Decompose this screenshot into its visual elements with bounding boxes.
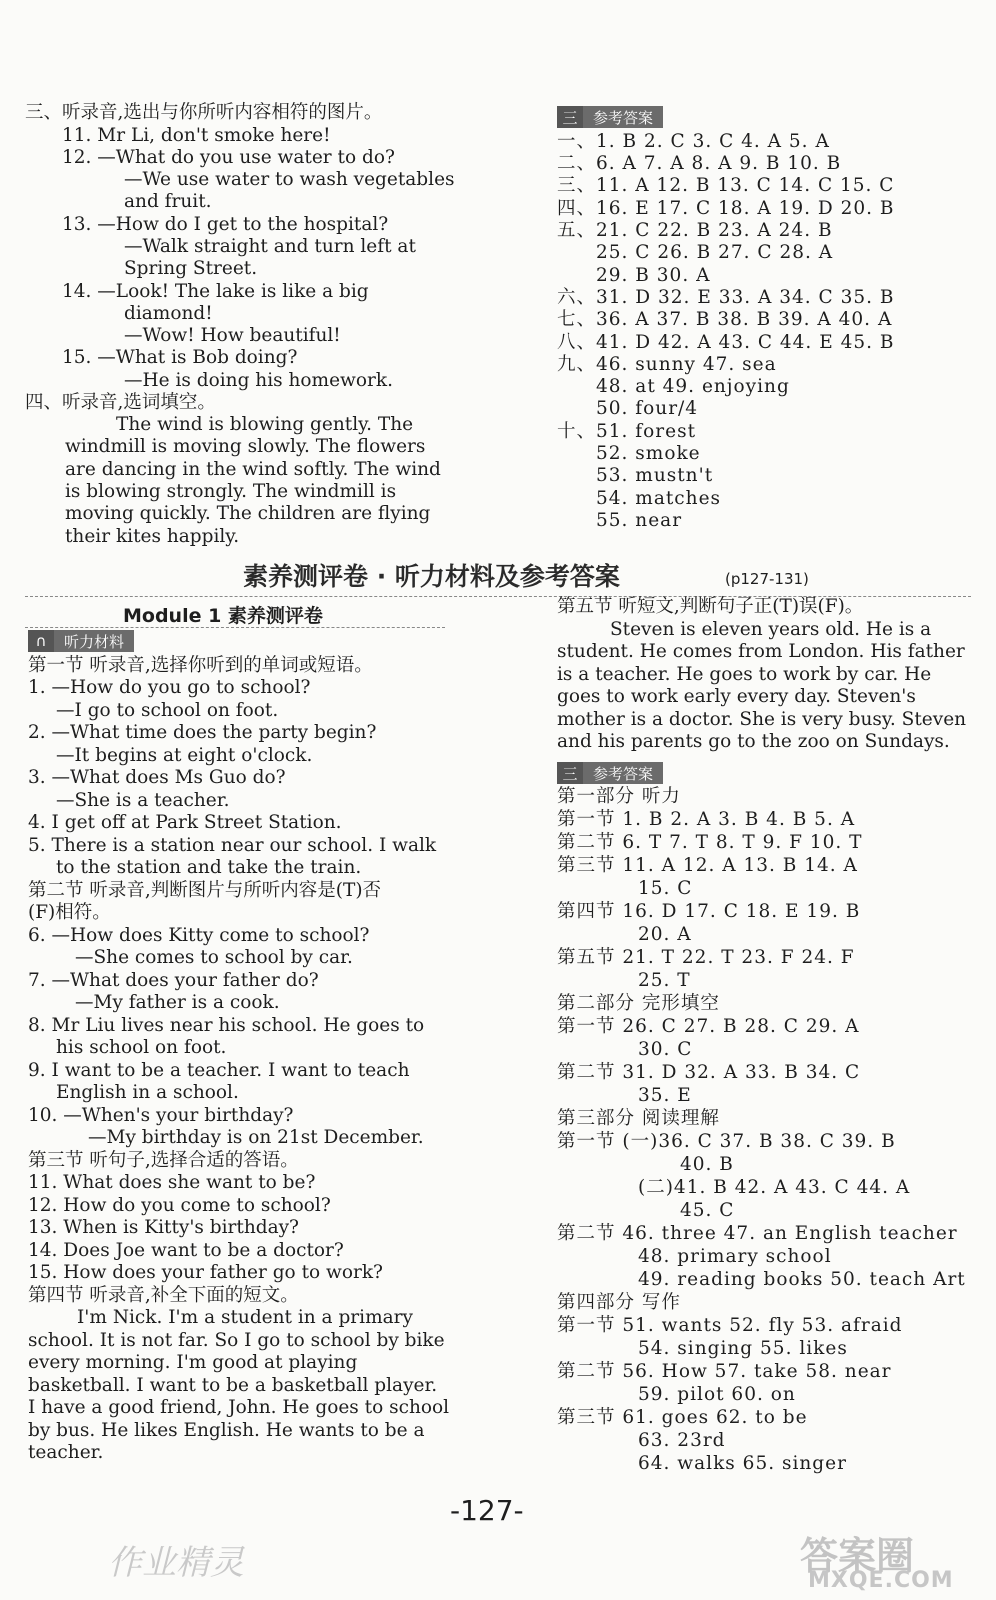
answer-line: 第一节 26. C 27. B 28. C 29. A — [557, 1016, 860, 1037]
text-line: —We use water to wash vegetables — [124, 169, 455, 190]
passage-line: their kites happily. — [65, 526, 240, 547]
answer-line: 20. A — [638, 924, 692, 945]
answer-line: 第二部分 完形填空 — [557, 993, 720, 1014]
answer-line: 54. singing 55. likes — [638, 1338, 848, 1359]
passage-line: Steven is eleven years old. He is a — [610, 619, 932, 640]
passage-line: I have a good friend, John. He goes to school — [28, 1397, 450, 1418]
text-line: Spring Street. — [124, 258, 258, 279]
text-line: English in a school. — [56, 1082, 239, 1103]
text-line: —Wow! How beautiful! — [124, 325, 341, 346]
page-number: -127- — [450, 1494, 524, 1527]
answer-line: 第二节 31. D 32. A 33. B 34. C — [557, 1062, 861, 1083]
answer-line: 七、36. A 37. B 38. B 39. A 40. A — [557, 309, 893, 330]
text-line: —My birthday is on 21st December. — [88, 1127, 424, 1148]
text-line: 14. —Look! The lake is like a big — [62, 281, 369, 302]
text-line: 15. How does your father go to work? — [28, 1262, 383, 1283]
answer-line: 55. near — [596, 510, 683, 531]
answer-key-tag — [557, 762, 663, 784]
tag-label: 听力材料 — [54, 630, 134, 652]
page-range: (p127-131) — [725, 570, 809, 588]
answer-line: 二、6. A 7. A 8. A 9. B 10. B — [557, 153, 842, 174]
passage-line: teacher. — [28, 1442, 104, 1463]
text-line: —She is a teacher. — [56, 790, 230, 811]
listening-material-tag — [28, 630, 134, 652]
answer-line: 53. mustn't — [596, 465, 714, 486]
answer-line: 第一节 (一)36. C 37. B 38. C 39. B — [557, 1131, 896, 1152]
passage-line: goes to work early every day. Steven's — [557, 686, 916, 707]
passage-line: is a teacher. He goes to work by car. He — [557, 664, 932, 685]
text-line: 5. There is a station near our school. I walk — [28, 835, 437, 856]
passage-line: by bus. He likes English. He wants to be a — [28, 1420, 425, 1441]
text-line: 10. —When's your birthday? — [28, 1105, 294, 1126]
tag-label: 参考答案 — [583, 106, 663, 128]
text-line: 4. I get off at Park Street Station. — [28, 812, 342, 833]
passage-line: student. He comes from London. His father — [557, 641, 965, 662]
answer-line: 九、46. sunny 47. sea — [557, 354, 777, 375]
text-line: 1. —How do you go to school? — [28, 677, 311, 698]
passage-line: is blowing strongly. The windmill is — [65, 481, 397, 502]
answer-line: 48. at 49. enjoying — [596, 376, 790, 397]
section-3-heading: 三、听录音,选出与你所听内容相符的图片。 — [25, 102, 383, 123]
answer-line: 45. C — [680, 1200, 735, 1221]
answer-line: 40. B — [680, 1154, 734, 1175]
passage-line: are dancing in the wind softly. The wind — [65, 459, 441, 480]
answer-line: 三、11. A 12. B 13. C 14. C 15. C — [557, 175, 895, 196]
answer-line: 29. B 30. A — [596, 265, 711, 286]
passage-line: windmill is moving slowly. The flowers — [65, 436, 426, 457]
answer-line: 25. T — [638, 970, 691, 991]
text-line: 13. When is Kitty's birthday? — [28, 1217, 299, 1238]
answer-key-tag — [557, 106, 663, 128]
watermark-url: MXQE.COM — [808, 1568, 954, 1593]
answer-line: 第五节 21. T 22. T 23. F 24. F — [557, 947, 855, 968]
answer-line: 25. C 26. B 27. C 28. A — [596, 242, 834, 263]
text-line: 12. —What do you use water to do? — [62, 147, 395, 168]
passage-line: The wind is blowing gently. The — [116, 414, 414, 435]
answer-line: 第四部分 写作 — [557, 1292, 681, 1313]
text-line: 3. —What does Ms Guo do? — [28, 767, 286, 788]
answer-line: 48. primary school — [638, 1246, 832, 1267]
answer-line: 63. 23rd — [638, 1430, 726, 1451]
answer-line: 第一节 51. wants 52. fly 53. afraid — [557, 1315, 903, 1336]
tag-icon: 三 — [557, 106, 583, 128]
answer-line: 第二节 56. How 57. take 58. near — [557, 1361, 892, 1382]
passage-line: basketball. I want to be a basketball player. — [28, 1375, 438, 1396]
text-line: 第四节 听录音,补全下面的短文。 — [28, 1285, 299, 1306]
text-line: diamond! — [124, 303, 213, 324]
tag-icon: 三 — [557, 762, 583, 784]
module-title: Module 1 素养测评卷 — [123, 605, 323, 627]
section-5-heading: 第五节 听短文,判断句子正(T)误(F)。 — [557, 596, 864, 617]
answer-line: 64. walks 65. singer — [638, 1453, 847, 1474]
passage-line: I'm Nick. I'm a student in a primary — [77, 1307, 413, 1328]
text-line: 第三节 听句子,选择合适的答语。 — [28, 1150, 299, 1171]
text-line: 14. Does Joe want to be a doctor? — [28, 1240, 344, 1261]
answer-line: 30. C — [638, 1039, 693, 1060]
answer-line: 第三节 61. goes 62. to be — [557, 1407, 808, 1428]
text-line: 9. I want to be a teacher. I want to teach — [28, 1060, 410, 1081]
text-line: 11. What does she want to be? — [28, 1172, 316, 1193]
answer-line: 35. E — [638, 1085, 692, 1106]
text-line: 8. Mr Liu lives near his school. He goes to — [28, 1015, 425, 1036]
text-line: —My father is a cook. — [75, 992, 280, 1013]
answer-line: 六、31. D 32. E 33. A 34. C 35. B — [557, 287, 895, 308]
section-banner-title: 素养测评卷 · 听力材料及参考答案 — [243, 562, 620, 591]
answer-line: 52. smoke — [596, 443, 701, 464]
passage-line: moving quickly. The children are flying — [65, 503, 431, 524]
answer-line: 五、21. C 22. B 23. A 24. B — [557, 220, 833, 241]
answer-line: 第一节 1. B 2. A 3. B 4. B 5. A — [557, 809, 856, 830]
answer-line: 第四节 16. D 17. C 18. E 19. B — [557, 901, 861, 922]
watermark-text: 作业精灵 — [108, 1543, 244, 1583]
text-line: 7. —What does your father do? — [28, 970, 319, 991]
answer-line: 第一部分 听力 — [557, 786, 681, 807]
tag-label: 参考答案 — [583, 762, 663, 784]
answer-line: 四、16. E 17. C 18. A 19. D 20. B — [557, 198, 895, 219]
answer-line: 54. matches — [596, 488, 722, 509]
text-line: 2. —What time does the party begin? — [28, 722, 377, 743]
passage-line: school. It is not far. So I go to school by bike — [28, 1330, 445, 1351]
text-line: —He is doing his homework. — [124, 370, 393, 391]
passage-line: every morning. I'm good at playing — [28, 1352, 358, 1373]
text-line: —I go to school on foot. — [56, 700, 279, 721]
answer-line: 第二节 6. T 7. T 8. T 9. F 10. T — [557, 832, 863, 853]
text-line: and fruit. — [124, 191, 212, 212]
answer-line: 第二节 46. three 47. an English teacher — [557, 1223, 958, 1244]
text-line: —Walk straight and turn left at — [124, 236, 416, 257]
answer-line: 第三节 11. A 12. A 13. B 14. A — [557, 855, 858, 876]
section-4-heading: 四、听录音,选词填空。 — [25, 392, 216, 413]
answer-line: (二)41. B 42. A 43. C 44. A — [638, 1177, 911, 1198]
text-line: 13. —How do I get to the hospital? — [62, 214, 389, 235]
text-line: (F)相符。 — [28, 902, 111, 923]
text-line: to the station and take the train. — [56, 857, 362, 878]
answer-line: 49. reading books 50. teach Art — [638, 1269, 966, 1290]
answer-line: 一、1. B 2. C 3. C 4. A 5. A — [557, 131, 830, 152]
answer-line: 15. C — [638, 878, 693, 899]
answer-line: 50. four/4 — [596, 398, 699, 419]
divider — [25, 627, 445, 628]
headphones-icon: ∩ — [28, 630, 54, 652]
answer-line: 十、51. forest — [557, 421, 697, 442]
passage-line: and his parents go to the zoo on Sundays. — [557, 731, 950, 752]
text-line: 11. Mr Li, don't smoke here! — [62, 125, 331, 146]
answer-line: 59. pilot 60. on — [638, 1384, 796, 1405]
text-line: 12. How do you come to school? — [28, 1195, 331, 1216]
text-line: 6. —How does Kitty come to school? — [28, 925, 370, 946]
text-line: his school on foot. — [56, 1037, 227, 1058]
text-line: —It begins at eight o'clock. — [56, 745, 313, 766]
answer-line: 八、41. D 42. A 43. C 44. E 45. B — [557, 332, 895, 353]
passage-line: mother is a doctor. She is very busy. Steven — [557, 709, 967, 730]
text-line: 第一节 听录音,选择你听到的单词或短语。 — [28, 655, 373, 676]
answer-line: 第三部分 阅读理解 — [557, 1108, 720, 1129]
text-line: 15. —What is Bob doing? — [62, 347, 298, 368]
text-line: —She comes to school by car. — [75, 947, 353, 968]
text-line: 第二节 听录音,判断图片与所听内容是(T)否 — [28, 880, 382, 901]
watermark-logo: 答案圈 — [800, 1534, 915, 1578]
